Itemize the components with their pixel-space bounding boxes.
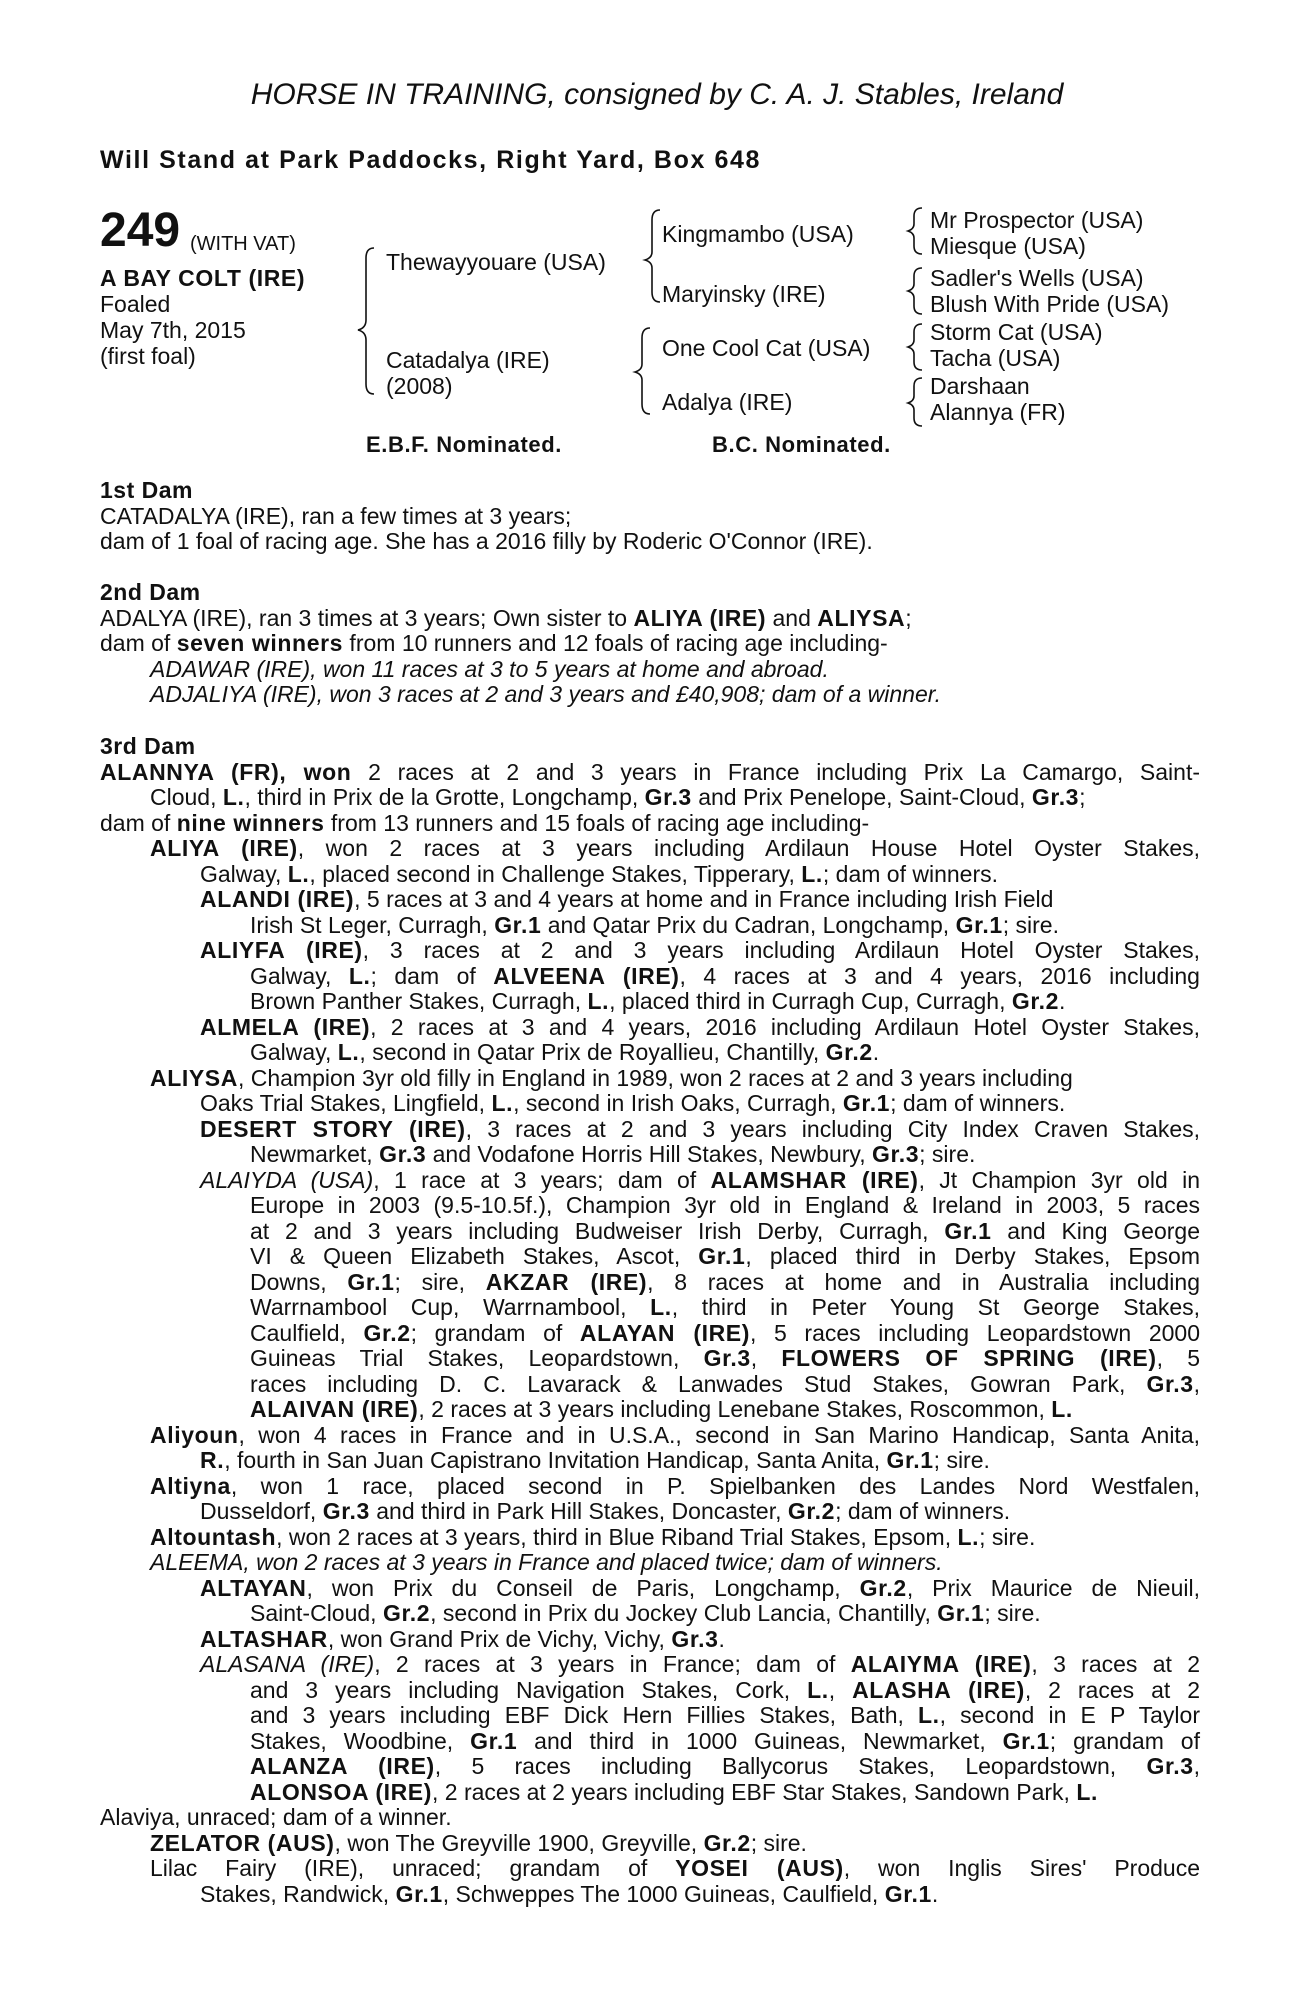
third-dam-line: Saint-Cloud, Gr.2, second in Prix du Jockey Club Lancia, Chantilly, Gr.1; sire. [250,1600,1041,1626]
third-dam-line: Stakes, Woodbine, Gr.1 and third in 1000 Guineas, Newmarket, Gr.1; grandam of [250,1727,1200,1754]
third-dam-line: DESERT STORY (IRE), 3 races at 2 and 3 years including City Index Craven Stakes, [200,1115,1200,1142]
pedigree-sire: Thewayyouare (USA) [386,249,606,275]
third-dam-line: ALIYFA (IRE), 3 races at 2 and 3 years including Ardilaun Hotel Oyster Stakes, [200,937,1200,963]
third-dam-section [100,734,1200,1907]
third-dam-line: Irish St Leger, Curragh, Gr.1 and Qatar Prix du Cadran, Longchamp, Gr.1; sire. [250,911,1059,938]
pedigree-dam-year: (2008) [386,373,453,399]
third-dam-line: ALANZA (IRE), 5 races including Ballycorus Stakes, Leopardstown, Gr.3, [250,1753,1200,1779]
pedigree-dam: Catadalya (IRE) [386,347,550,373]
third-dam-line: Alaviya, unraced; dam of a winner. [100,1804,452,1830]
third-dam-line: ALANNYA (FR), won 2 races at 2 and 3 years in France including Prix La Camargo, Saint- [100,758,1201,785]
second-dam-heading: 2nd Dam [100,579,201,605]
third-dam-line: Altiyna, won 1 race, placed second in P. Spielbanken des Landes Nord Westfalen, [150,1472,1200,1499]
lot-number: 249 [100,204,181,257]
third-dam-line: Cloud, L., third in Prix de la Grotte, Longchamp, Gr.3 and Prix Penelope, Saint-Cloud, Gr.3; [150,784,1086,810]
lot-description: A BAY COLT (IRE) [100,265,306,291]
third-dam-line: Stakes, Randwick, Gr.1, Schweppes The 1000 Guineas, Caulfield, Gr.1. [200,1880,939,1907]
third-dam-line: ALAIVAN (IRE), 2 races at 3 years including Lenebane Stakes, Roscommon, L. [250,1396,1073,1422]
ebf-nominated: E.B.F. Nominated. [366,432,562,457]
second-dam-line: ADJALIYA (IRE), won 3 races at 2 and 3 years and £40,908; dam of a winner. [150,681,941,707]
third-dam-line: ALTAYAN, won Prix du Conseil de Paris, Longchamp, Gr.2, Prix Maurice de Nieuil, [200,1574,1200,1601]
pedigree-ggs-8: Alannya (FR) [930,399,1066,425]
third-dam-line: ALANDI (IRE), 5 races at 3 and 4 years at home and in France including Irish Field [200,886,1054,912]
first-dam-line: CATADALYA (IRE), ran a few times at 3 years; [100,502,572,529]
first-dam-section [100,478,1200,555]
pedigree-sire-dam: Maryinsky (IRE) [662,281,826,307]
foal-note: (first foal) [100,343,196,369]
third-dam-line: ZELATOR (AUS), won The Greyville 1900, Greyville, Gr.2; sire. [150,1829,807,1856]
third-dam-line: Galway, L., second in Qatar Prix de Royallieu, Chantilly, Gr.2. [250,1039,880,1065]
third-dam-line: ALAIYDA (USA), 1 race at 3 years; dam of ALAMSHAR (IRE), Jt Champion 3yr old in [200,1166,1200,1193]
third-dam-line: Downs, Gr.1; sire, AKZAR (IRE), 8 races at home and in Australia including [250,1268,1201,1295]
second-dam-line: dam of seven winners from 10 runners and 12 foals of racing age including- [100,630,888,656]
third-dam-line: ALONSOA (IRE), 2 races at 2 years including EBF Star Stakes, Sandown Park, L. [250,1778,1098,1805]
second-dam-section [100,580,1200,708]
third-dam-line: Galway, L., placed second in Challenge Stakes, Tipperary, L.; dam of winners. [200,860,999,887]
pedigree-ggs-5: Storm Cat (USA) [930,319,1103,345]
foaled-label: Foaled [100,291,171,317]
third-dam-line: Warrnambool Cup, Warrnambool, L., third in Peter Young St George Stakes, [250,1294,1201,1320]
first-dam-line: dam of 1 foal of racing age. She has a 2016 filly by Roderic O'Connor (IRE). [100,528,873,554]
third-dam-line: VI & Queen Elizabeth Stakes, Ascot, Gr.1, placed third in Derby Stakes, Epsom [250,1243,1201,1269]
third-dam-line: ALASANA (IRE), 2 races at 3 years in France; dam of ALAIYMA (IRE), 3 races at 2 [200,1651,1201,1677]
pedigree-ggs-3: Sadler's Wells (USA) [930,265,1144,291]
pedigree-dam-sire: One Cool Cat (USA) [662,335,871,361]
third-dam-line: Altountash, won 2 races at 3 years, third in Blue Riband Trial Stakes, Epsom, L.; sire. [150,1523,1036,1550]
second-dam-line: ADALYA (IRE), ran 3 times at 3 years; Own sister to ALIYA (IRE) and ALIYSA; [100,604,912,631]
third-dam-line: Aliyoun, won 4 races in France and in U.S.A., second in San Marino Handicap, Santa Anita, [150,1421,1200,1448]
pedigree-ggs-7: Darshaan [930,373,1030,399]
third-dam-line: and 3 years including EBF Dick Hern Fillies Stakes, Bath, L., second in E P Taylor [250,1702,1200,1728]
third-dam-heading: 3rd Dam [100,733,196,759]
third-dam-line: ALTASHAR, won Grand Prix de Vichy, Vichy, Gr.3. [200,1625,725,1652]
pedigree-ggs-4: Blush With Pride (USA) [930,291,1170,317]
third-dam-line: ALIYA (IRE), won 2 races at 3 years including Ardilaun House Hotel Oyster Stakes, [150,835,1201,861]
third-dam-line: R., fourth in San Juan Capistrano Invitation Handicap, Santa Anita, Gr.1; sire. [200,1447,990,1473]
third-dam-line: Newmarket, Gr.3 and Vodafone Horris Hill Stakes, Newbury, Gr.3; sire. [250,1141,976,1167]
third-dam-line: at 2 and 3 years including Budweiser Irish Derby, Curragh, Gr.1 and King George [250,1217,1200,1244]
bc-nominated: B.C. Nominated. [712,432,891,457]
third-dam-line: ALIYSA, Champion 3yr old filly in England in 1989, won 2 races at 2 and 3 years including [150,1064,1073,1091]
third-dam-line: dam of nine winners from 13 runners and 15 foals of racing age including- [100,809,870,836]
pedigree-dam-dam: Adalya (IRE) [662,389,793,415]
pedigree-ggs-6: Tacha (USA) [930,345,1061,371]
third-dam-line: races including D. C. Lavarack & Lanwades Stud Stakes, Gowran Park, Gr.3, [250,1370,1200,1397]
third-dam-line: Lilac Fairy (IRE), unraced; grandam of YOSEI (AUS), won Inglis Sires' Produce [150,1855,1201,1881]
stand-info: Will Stand at Park Paddocks, Right Yard, Box 648 [100,146,762,174]
third-dam-line: ALEEMA, won 2 races at 3 years in France and placed twice; dam of winners. [150,1549,943,1575]
third-dam-line: Europe in 2003 (9.5-10.5f.), Champion 3yr old in England & Ireland in 2003, 5 races [250,1192,1200,1218]
pedigree-sire-sire: Kingmambo (USA) [662,221,854,247]
second-dam-line: ADAWAR (IRE), won 11 races at 3 to 5 years at home and abroad. [150,655,829,682]
page-title: HORSE IN TRAINING, consigned by C. A. J. Stables, Ireland [250,78,1064,111]
third-dam-line: Guineas Trial Stakes, Leopardstown, Gr.3, FLOWERS OF SPRING (IRE), 5 [250,1345,1201,1371]
foaled-date: May 7th, 2015 [100,317,246,343]
pedigree-ggs-1: Mr Prospector (USA) [930,207,1144,233]
vat-note: (WITH VAT) [190,233,296,255]
third-dam-line: Galway, L.; dam of ALVEENA (IRE), 4 races at 3 and 4 years, 2016 including [250,962,1200,989]
third-dam-line: Oaks Trial Stakes, Lingfield, L., second in Irish Oaks, Curragh, Gr.1; dam of winners. [200,1090,1066,1116]
third-dam-line: Caulfield, Gr.2; grandam of ALAYAN (IRE), 5 races including Leopardstown 2000 [250,1319,1200,1346]
pedigree-ggs-2: Miesque (USA) [930,233,1086,259]
first-dam-heading: 1st Dam [100,477,193,503]
third-dam-line: and 3 years including Navigation Stakes, Cork, L., ALASHA (IRE), 2 races at 2 [250,1676,1200,1703]
third-dam-line: Brown Panther Stakes, Curragh, L., placed third in Curragh Cup, Curragh, Gr.2. [250,988,1066,1014]
third-dam-line: ALMELA (IRE), 2 races at 3 and 4 years, 2016 including Ardilaun Hotel Oyster Stakes, [200,1013,1200,1040]
third-dam-line: Dusseldorf, Gr.3 and third in Park Hill Stakes, Doncaster, Gr.2; dam of winners. [200,1498,1011,1524]
